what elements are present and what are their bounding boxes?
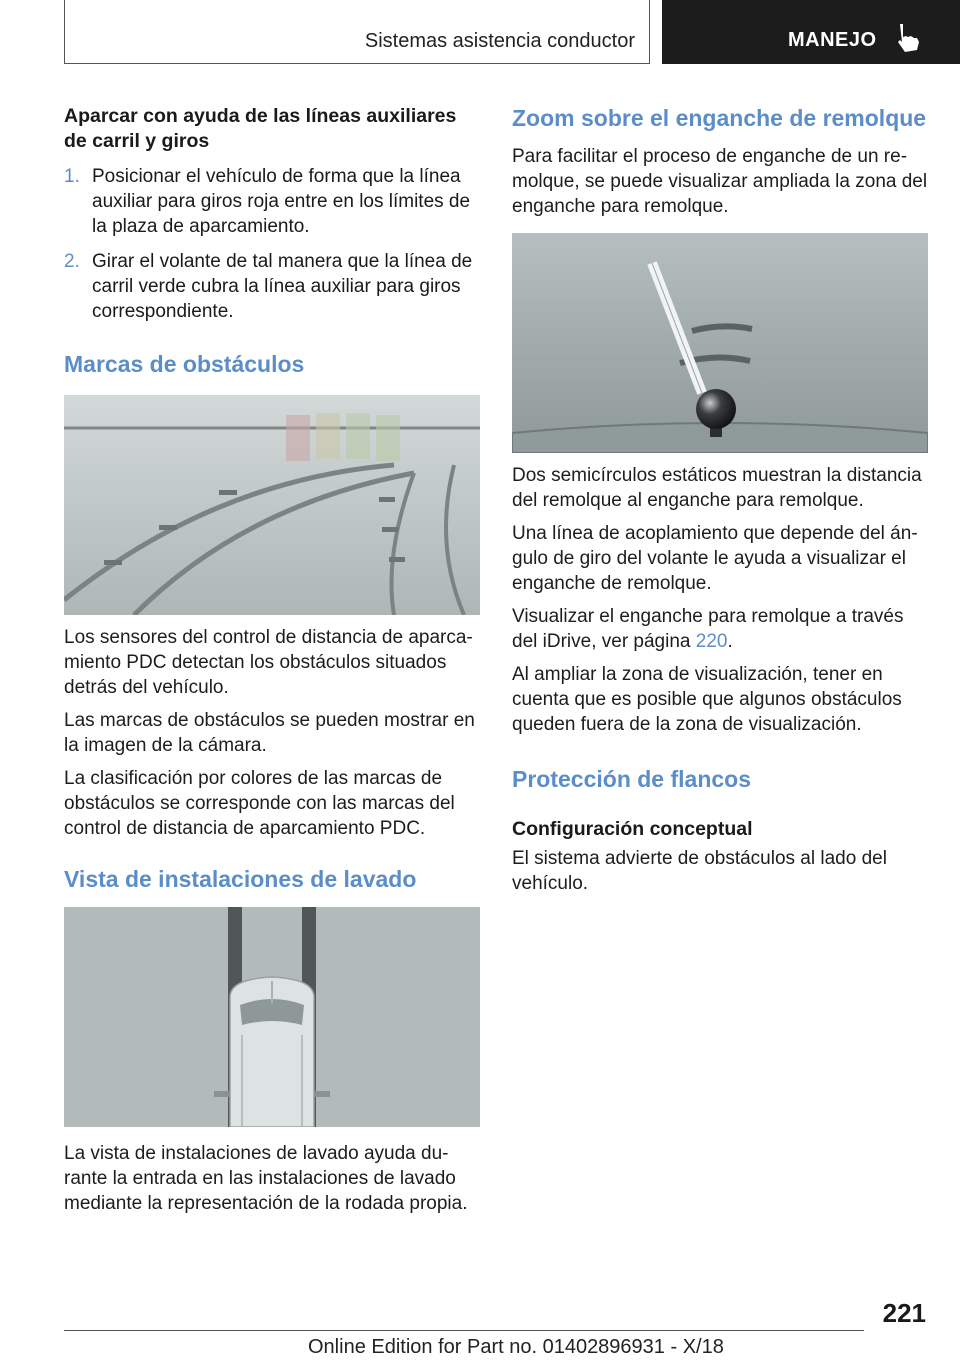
header-section-title: Sistemas asistencia conductor	[364, 30, 635, 52]
obstacle-marks-image	[64, 395, 480, 615]
step-text: Girar el volante de tal manera que la línea de carril verde cubra la línea auxiliar para giros correspondiente.	[92, 251, 473, 322]
steps-list	[64, 164, 480, 324]
right-column	[512, 104, 928, 904]
hitch-intro-paragraph: Para facilitar el proceso de enganche de un re‐molque, se puede visualizar ampliada la zona del enganche para remolque.	[512, 146, 928, 217]
footer-edition: Online Edition for Part no. 01402896931 - X/18	[308, 1336, 724, 1358]
hitch-paragraph-2: Una línea de acoplamiento que depende del án‐gulo de giro del volante le ayuda a visualizar el enganche de remolque.	[512, 523, 918, 594]
concept-subheading: Configuración conceptual	[512, 818, 753, 840]
hitch-paragraph-3-end: .	[727, 631, 733, 652]
lane-lines-subheading: Aparcar con ayuda de las líneas auxiliares de carril y giros	[64, 105, 457, 152]
flank-protection-heading: Protección de flancos	[512, 766, 752, 792]
header-chapter-label: MANEJO	[788, 29, 877, 51]
trailer-hitch-image	[512, 233, 928, 453]
left-column	[64, 104, 480, 1224]
carwash-view-heading: Vista de instalaciones de lavado	[64, 866, 417, 892]
step-text: Posicionar el vehículo de forma que la línea auxiliar para giros roja entre en los límites de la plaza de aparcamiento.	[92, 166, 471, 237]
page-reference-link[interactable]: 220	[695, 631, 728, 652]
list-item	[64, 164, 480, 239]
header-chapter-tab[interactable]	[662, 0, 960, 64]
obstacles-paragraph-3: La clasificación por colores de las marcas de obstáculos se corresponde con las marcas del control de distancia de aparcamiento PDC.	[64, 768, 455, 839]
obstacles-paragraph-1: Los sensores del control de distancia de aparca‐miento PDC detectan los obstáculos situados detrás del vehículo.	[64, 627, 473, 698]
obstacles-paragraph-2: Las marcas de obstáculos se pueden mostrar en la imagen de la cámara.	[64, 710, 475, 756]
carwash-view-image	[64, 907, 480, 1127]
hitch-paragraph-3-text: Visualizar el enganche para remolque a través del iDrive, ver página	[512, 606, 904, 652]
hitch-paragraph-1: Dos semicírculos estáticos muestran la distancia del remolque al enganche para remolque.	[512, 465, 922, 511]
carwash-paragraph: La vista de instalaciones de lavado ayuda du‐rante la entrada en las instalaciones de lavado mediante la representación de la rodada propia.	[64, 1143, 468, 1214]
list-item	[64, 249, 480, 324]
flank-paragraph: El sistema advierte de obstáculos al lado del vehículo.	[512, 848, 887, 894]
step-number: 1.	[64, 166, 80, 187]
hitch-zoom-heading: Zoom sobre el enganche de remolque	[512, 105, 927, 131]
hand-pointer-icon	[894, 22, 924, 54]
step-number: 2.	[64, 251, 80, 272]
hitch-paragraph-3	[512, 604, 928, 654]
footer-divider	[64, 1330, 864, 1331]
header-section-box	[64, 0, 650, 64]
hitch-paragraph-4: Al ampliar la zona de visualización, tener en cuenta que es posible que algunos obstáculos queden fuera de la zona de visualización.	[512, 664, 902, 735]
obstacle-marks-heading: Marcas de obstáculos	[64, 351, 305, 377]
page-number: 221	[882, 1298, 926, 1328]
